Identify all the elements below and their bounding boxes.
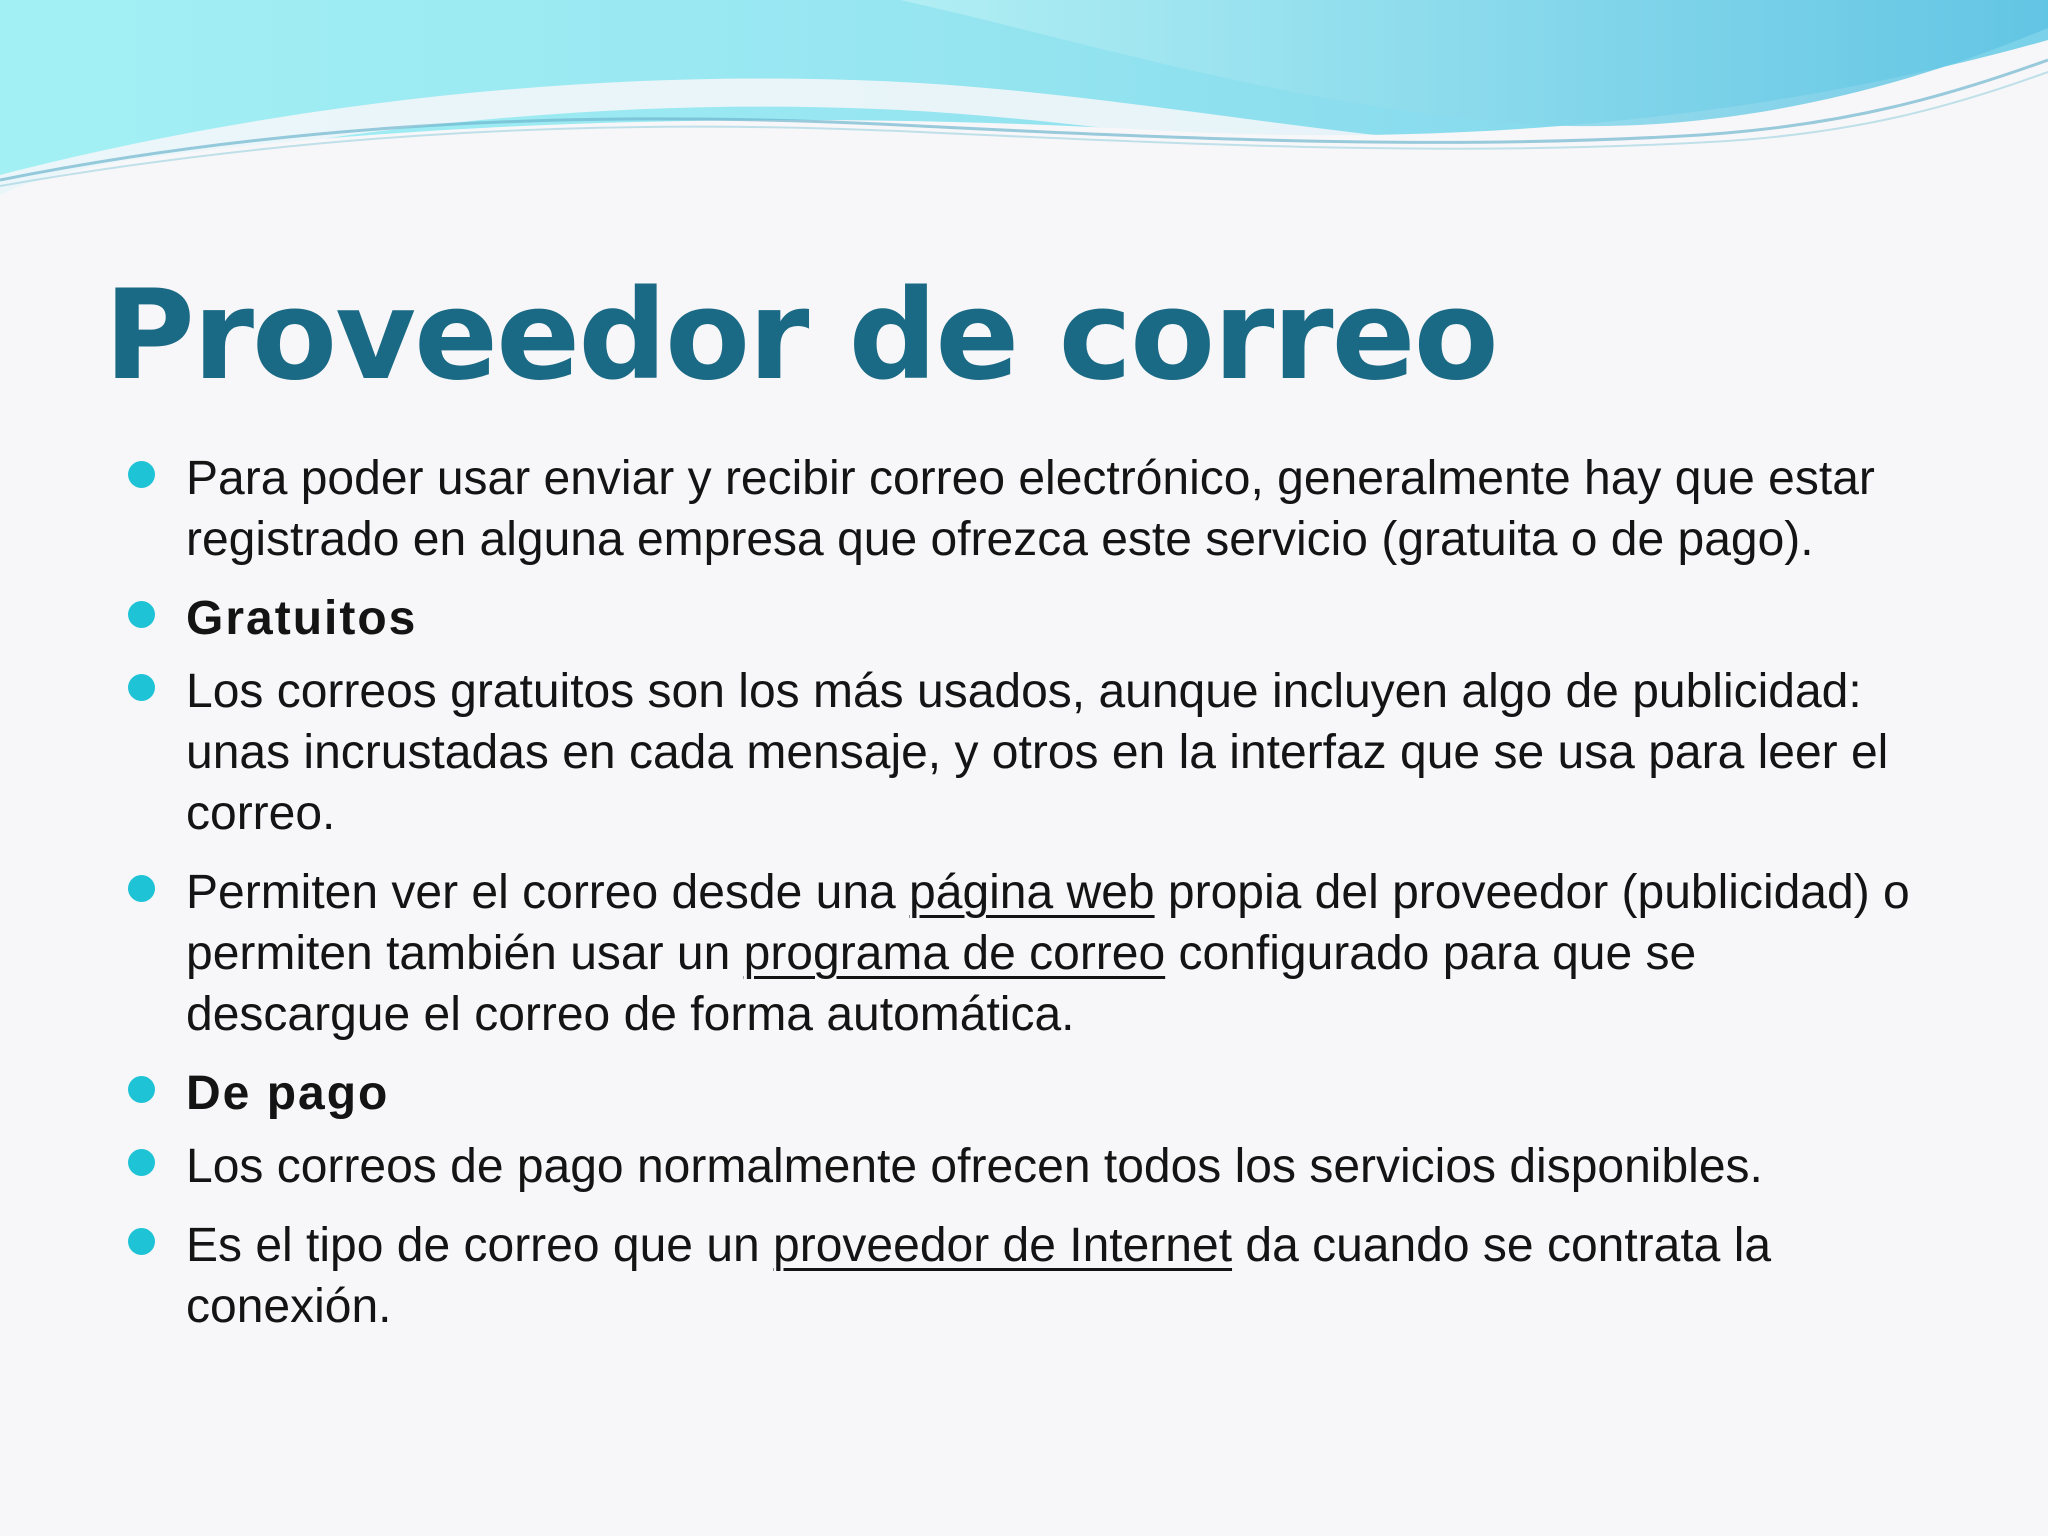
link-programa-de-correo[interactable]: programa de correo (743, 927, 1166, 980)
decorative-wave-header (0, 0, 2048, 260)
bullet-heading-text: De pago (186, 1067, 390, 1120)
slide-title: Proveedor de correo (104, 264, 1497, 408)
bullet-heading-gratuitos (124, 588, 1924, 649)
bullet-item (124, 1136, 1924, 1197)
bullet-dot-icon (128, 1228, 155, 1255)
bullet-list (124, 448, 1924, 1355)
link-pagina-web[interactable]: página web (909, 866, 1155, 919)
bullet-item (124, 661, 1924, 844)
bullet-dot-icon (128, 601, 155, 628)
bullet-dot-icon (128, 674, 155, 701)
bullet-text: Los correos de pago normalmente ofrecen todos los servicios disponibles. (186, 1140, 1763, 1193)
link-proveedor-de-internet[interactable]: proveedor de Internet (773, 1219, 1233, 1272)
bullet-dot-icon (128, 1076, 155, 1103)
bullet-text-part: da cuando se contrata la conexión. (186, 1219, 1772, 1333)
bullet-dot-icon (128, 461, 155, 488)
bullet-text-part: propia del proveedor (publicidad) o permiten también usar un (186, 866, 1910, 980)
bullet-text-part: Es el tipo de correo que un (186, 1219, 774, 1272)
bullet-dot-icon (128, 875, 155, 902)
bullet-text: Para poder usar enviar y recibir correo electrónico, generalmente hay que estar registrado en alguna empresa que ofrezca este servicio (gratuita o de pago). (186, 452, 1875, 566)
bullet-item (124, 862, 1924, 1045)
bullet-item (124, 1215, 1924, 1337)
bullet-text-part: Permiten ver el correo desde una (186, 866, 910, 919)
bullet-dot-icon (128, 1149, 155, 1176)
bullet-heading-de-pago (124, 1063, 1924, 1124)
bullet-text-part: configurado para que se descargue el correo de forma automática. (186, 927, 1697, 1041)
bullet-item (124, 448, 1924, 570)
bullet-heading-text: Gratuitos (186, 592, 418, 645)
bullet-text: Los correos gratuitos son los más usados, aunque incluyen algo de publicidad: unas incrustadas en cada mensaje, y otros en la interfaz que se usa para leer el correo. (186, 665, 1889, 840)
